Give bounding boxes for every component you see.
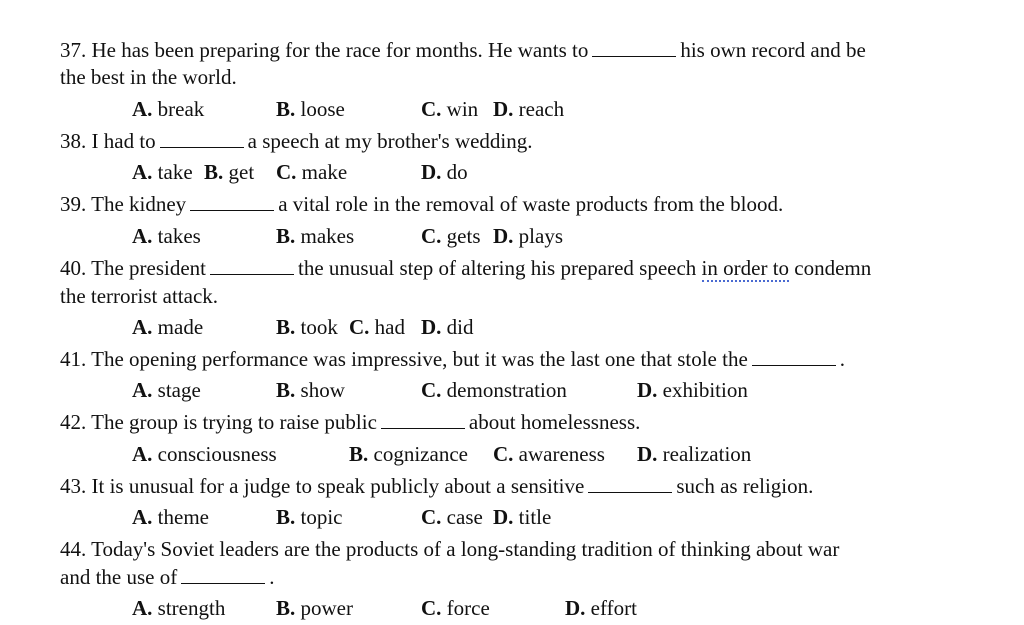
question-text: condemn xyxy=(794,256,872,280)
question-43 xyxy=(60,472,980,500)
option-a: A. takes xyxy=(132,224,201,248)
question-37 xyxy=(60,36,980,64)
option-b: B. show xyxy=(276,378,345,402)
answer-blank xyxy=(210,256,294,275)
question-40 xyxy=(60,254,980,282)
question-text: The group is trying to raise public xyxy=(91,410,377,434)
option-a: A. stage xyxy=(132,378,201,402)
option-b: B. took xyxy=(276,315,338,339)
question-text: The opening performance was impressive, but it was the last one that stole the xyxy=(91,347,748,371)
options-41 xyxy=(0,376,1024,404)
question-number: 43. xyxy=(60,474,87,498)
option-b: B. get xyxy=(204,160,255,184)
question-text: I had to xyxy=(91,129,156,153)
answer-blank xyxy=(381,410,465,429)
question-number: 37. xyxy=(60,38,87,62)
question-text: Today's Soviet leaders are the products of a long-standing tradition of thinking about war xyxy=(91,537,840,561)
answer-blank xyxy=(588,474,672,493)
question-39 xyxy=(60,190,980,218)
option-c: C. force xyxy=(421,596,490,620)
question-38 xyxy=(60,127,980,155)
option-d: D. realization xyxy=(637,442,752,466)
question-number: 44. xyxy=(60,537,87,561)
question-text: such as religion. xyxy=(676,474,814,498)
option-b: B. topic xyxy=(276,505,343,529)
option-a: A. break xyxy=(132,97,205,121)
question-text: It is unusual for a judge to speak publicly about a sensitive xyxy=(91,474,585,498)
question-text: the best in the world. xyxy=(60,65,237,89)
question-text: and the use of xyxy=(60,565,178,589)
question-text: a speech at my brother's wedding. xyxy=(247,129,533,153)
question-text: his own record and be xyxy=(680,38,866,62)
option-d: D. exhibition xyxy=(637,378,748,402)
question-40-line2 xyxy=(60,282,980,310)
options-44 xyxy=(0,594,1024,622)
question-number: 42. xyxy=(60,410,87,434)
question-37-line2 xyxy=(60,63,980,91)
question-text: . xyxy=(839,347,846,371)
option-d: D. reach xyxy=(493,97,565,121)
option-d: D. did xyxy=(421,315,474,339)
question-text: a vital role in the removal of waste products from the blood. xyxy=(278,192,784,216)
option-c: C. case xyxy=(421,505,483,529)
question-text: the terrorist attack. xyxy=(60,284,219,308)
options-42 xyxy=(0,440,1024,468)
question-number: 40. xyxy=(60,256,87,280)
question-number: 41. xyxy=(60,347,87,371)
question-42 xyxy=(60,408,980,436)
option-c: C. demonstration xyxy=(421,378,567,402)
option-d: D. do xyxy=(421,160,468,184)
option-c: C. awareness xyxy=(493,442,605,466)
option-b: B. cognizance xyxy=(349,442,468,466)
option-a: A. made xyxy=(132,315,204,339)
underlined-phrase: in order to xyxy=(701,256,790,280)
question-number: 39. xyxy=(60,192,87,216)
question-44 xyxy=(60,535,980,563)
option-b: B. loose xyxy=(276,97,345,121)
question-number: 38. xyxy=(60,129,87,153)
option-d: D. effort xyxy=(565,596,637,620)
question-text: about homelessness. xyxy=(468,410,641,434)
answer-blank xyxy=(752,347,836,366)
question-41 xyxy=(60,345,980,373)
option-d: D. title xyxy=(493,505,552,529)
answer-blank xyxy=(181,565,265,584)
options-39 xyxy=(0,222,1024,250)
answer-blank xyxy=(190,192,274,211)
answer-blank xyxy=(592,38,676,57)
option-a: A. consciousness xyxy=(132,442,277,466)
options-43 xyxy=(0,503,1024,531)
option-a: A. strength xyxy=(132,596,226,620)
option-d: D. plays xyxy=(493,224,563,248)
option-c: C. make xyxy=(276,160,348,184)
question-text: . xyxy=(269,565,275,589)
question-text: The president xyxy=(91,256,206,280)
options-37 xyxy=(0,95,1024,123)
option-a: A. take xyxy=(132,160,193,184)
option-c: C. win xyxy=(421,97,479,121)
options-38 xyxy=(0,158,1024,186)
option-c: C. had xyxy=(349,315,405,339)
question-44-line2 xyxy=(60,563,980,591)
option-c: C. gets xyxy=(421,224,481,248)
question-text: The kidney xyxy=(91,192,187,216)
option-a: A. theme xyxy=(132,505,209,529)
answer-blank xyxy=(160,129,244,148)
option-b: B. makes xyxy=(276,224,355,248)
options-40 xyxy=(0,313,1024,341)
question-text: the unusual step of altering his prepared speech xyxy=(298,256,697,280)
option-b: B. power xyxy=(276,596,353,620)
question-text: He has been preparing for the race for months. He wants to xyxy=(91,38,589,62)
